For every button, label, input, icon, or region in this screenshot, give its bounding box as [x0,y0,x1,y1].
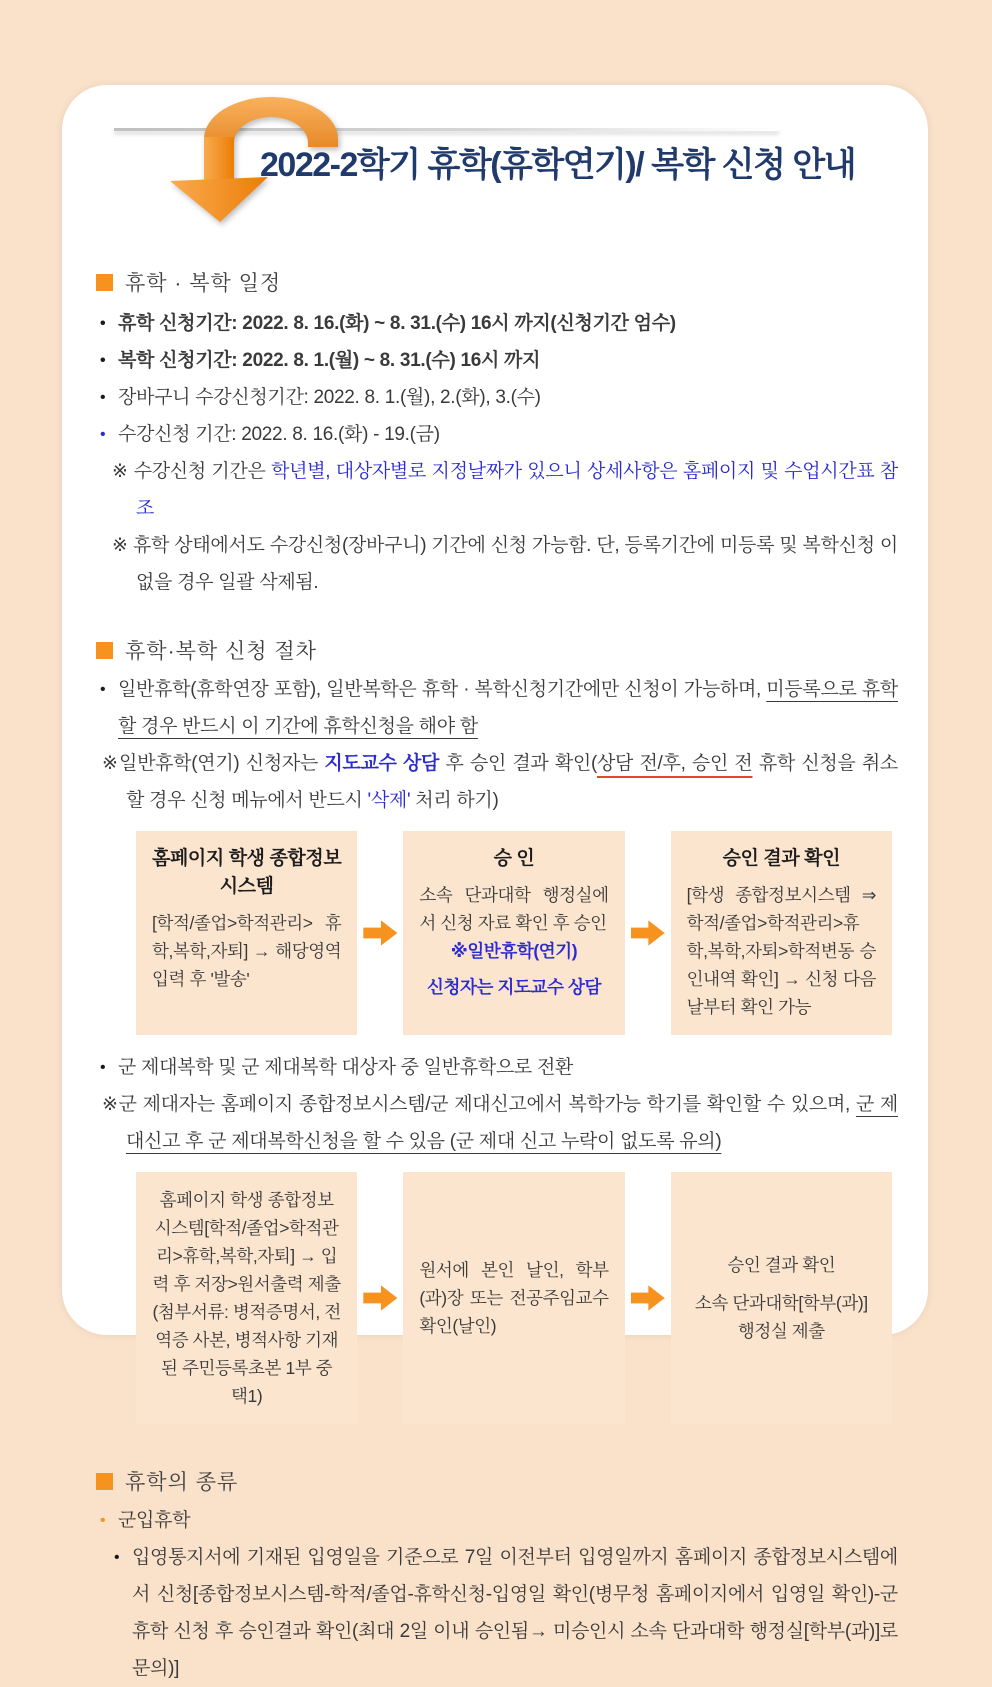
list-item-text: 휴학 신청기간: 2022. 8. 16.(화) ~ 8. 31.(수) 16시 까지(신청기간 엄수) [118,313,676,334]
list-item [110,1539,898,1687]
bullet-icon: • [100,389,106,406]
list-item-text: 장바구니 수강신청기간: 2022. 8. 1.(월), 2.(화), 3.(수) [118,387,541,408]
list-item-text: 군입휴학 [118,1510,191,1531]
list-item-text: 수강신청 기간: 2022. 8. 16.(화) - 19.(금) [118,424,440,445]
section-title: 휴학·복학 신청 절차 [125,640,317,663]
advisor-consult-text: 지도교수 상담 [324,753,440,774]
note-mark-icon: ※ [112,461,134,482]
bullet-icon: • [100,352,106,369]
flow-box-note-blue: 신청자는 지도교수 상담 [427,977,601,997]
list-item [96,379,898,416]
bullet-icon: • [100,681,106,698]
note-text: 수강신청 기간은 [133,461,272,482]
flow1-box-apply [136,831,357,1035]
list-item [96,1502,898,1539]
note-mark-icon: ※ [112,535,133,556]
header-banner [62,85,928,253]
flow-box-body: [학생 종합정보시스템 ⇒ 학적/졸업>학적관리>휴학,복학,자퇴>학적변동 승인내역 확인] → 신청 다음날부터 확인 가능 [686,885,876,1017]
list-item [96,671,898,745]
bullet-icon: • [114,1549,120,1566]
flow-arrow-icon [625,1172,671,1424]
flow-box-body: 홈페이지 학생 종합정보시스템[학적/졸업>학적관리>휴학,복학,자퇴] → 입력 후 저장>원서출력 제출(첨부서류: 병적증명서, 전역증 사본, 병적사항 기재된 주민등록초본 1부 중 택1) [152,1190,341,1406]
list-item-text: 복학 신청기간: 2022. 8. 1.(월) ~ 8. 31.(수) 16시 까지 [118,350,541,371]
flow-box-note-blue: ※일반휴학(연기) [450,941,578,961]
bullet-icon: • [100,315,106,332]
delete-word-text: '삭제' [367,790,411,811]
list-item [96,342,898,379]
list-item-text: 입영통지서에 기재된 입영일을 기준으로 7일 이전부터 입영일까지 홈페이지 종합정보시스템에서 신청[종합정보시스템-학적/졸업-휴학신청-입영일 확인(병무청 홈페이지에서 입영일 확인)-군 휴학 신청 후 승인결과 확인(최대 2일 이내 승인됨→ 미승인시 소속 단과대학 행정실[학부(과)]로 문의)] [132,1547,898,1679]
note-line [112,453,898,527]
page-title: 2022-2학기 휴학(휴학연기)/ 복학 신청 안내 [260,146,856,184]
flow-diagram-1 [136,831,892,1035]
flow2-box-stamp [403,1172,624,1424]
flow-box-body: 원서에 본인 날인, 학부(과)장 또는 전공주임교수 확인(날인) [419,1260,609,1336]
list-item-text: 일반휴학(휴학연장 포함), 일반복학은 휴학 · 복학신청기간에만 신청이 가능하며, [118,679,767,700]
list-item [96,305,898,342]
list-item-text: 군 제대복학 및 군 제대복학 대상자 중 일반휴학으로 전환 [118,1057,574,1078]
note-line [102,745,898,819]
note-line [102,1086,898,1160]
section-square-icon [96,274,113,291]
section-procedure-heading [96,635,898,665]
flow-box-title: 홈페이지 학생 종합정보시스템 [152,848,342,897]
note-text: ※군 제대자는 홈페이지 종합정보시스템/군 제대신고에서 복학가능 학기를 확인할 수 있으며, [102,1094,856,1115]
note-text: ※일반휴학(연기) 신청자는 [102,753,325,774]
bullet-icon: • [100,1059,106,1076]
note-text-blue: 학년별, 대상자별로 지정날짜가 있으니 상세사항은 홈페이지 및 수업시간표 참조 [136,461,898,519]
bullet-icon: • [100,1512,106,1529]
flow2-box-submit [671,1172,892,1424]
flow-arrow-icon [357,1172,403,1424]
list-item [96,416,898,453]
flow-box-title: 승 인 [493,848,535,869]
section-square-icon [96,1473,113,1490]
bullet-icon: • [100,426,106,443]
note-text: 휴학 신청을 취소 할 경우 신청 메뉴에서 반드시 [126,753,898,811]
flow2-box-print [136,1172,357,1424]
underlined-text: 미등록으로 휴학할 경우 반드시 이 기간에 휴학신청을 해야 함 [118,679,898,737]
flow-arrow-icon [625,831,671,1035]
underlined-text: 군 제대신고 후 군 제대복학신청을 할 수 있음 (군 제대 신고 누락이 없도록 유의) [126,1094,898,1152]
flow-box-body: 소속 단과대학[학부(과)] 행정실 제출 [694,1293,868,1341]
section-schedule-heading [96,267,898,297]
flow-box-body: 소속 단과대학 행정실에서 신청 자료 확인 후 승인 [419,885,609,933]
note-text: 후 승인 결과 확인( [439,753,597,774]
flow-box-body: 승인 결과 확인 [727,1255,836,1275]
notice-card [62,85,928,1679]
flow-box-title: 승인 결과 확인 [722,848,841,869]
section-square-icon [96,642,113,659]
section-title: 휴학의 종류 [125,1471,239,1494]
note-line [112,527,898,601]
section-types-heading [96,1466,898,1496]
flow-arrow-icon [357,831,403,1035]
list-item [96,1049,898,1086]
red-underlined-text: 상담 전/후, 승인 전 [597,753,753,774]
flow-box-body: [학적/졸업>학적관리> 휴학,복학,자퇴] → 해당영역 입력 후 '발송' [152,913,342,989]
flow1-box-check [671,831,892,1035]
flow-diagram-2 [136,1172,892,1424]
note-text: 휴학 상태에서도 수강신청(장바구니) 기간에 신청 가능함. 단, 등록기간에 미등록 및 복학신청 이 없을 경우 일괄 삭제됨. [133,535,898,593]
section-title: 휴학 · 복학 일정 [125,272,282,295]
flow1-box-approve [403,831,624,1035]
note-text: 처리 하기) [410,790,499,811]
